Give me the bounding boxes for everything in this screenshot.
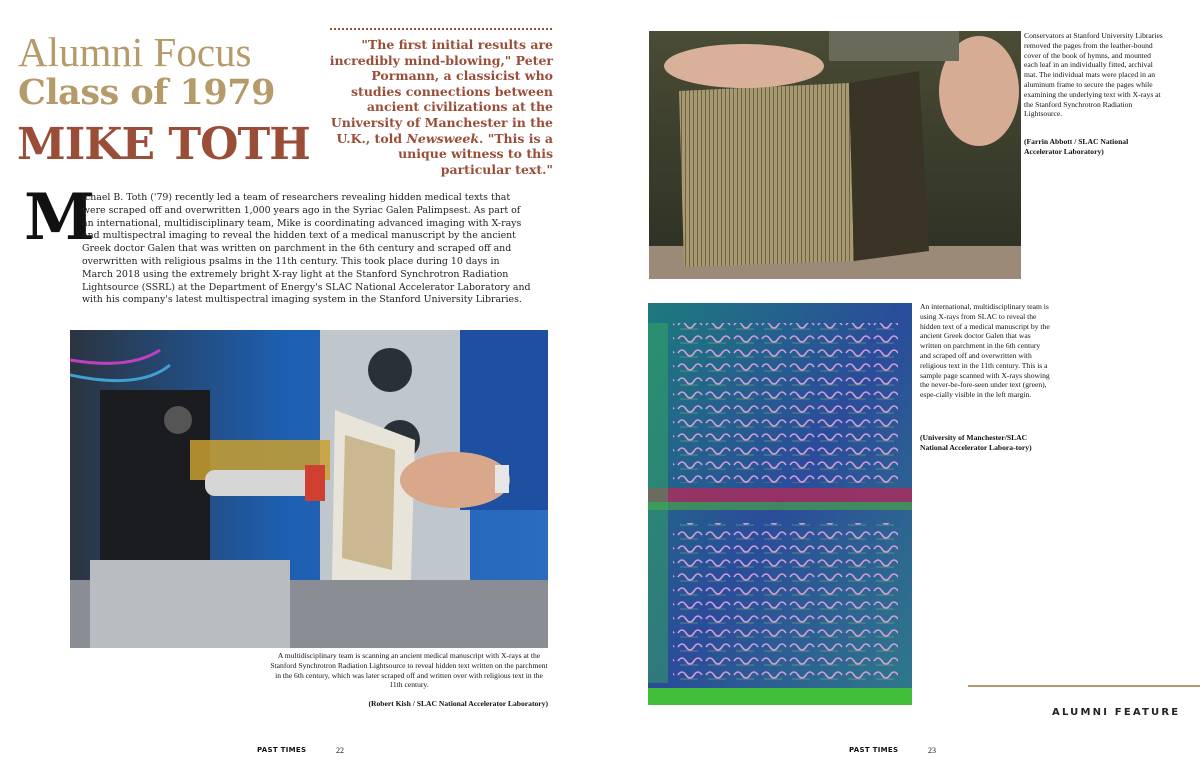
quote-text-part2: . "This is a unique witness to this particular text." xyxy=(398,130,553,177)
book-photo-credit: (Farrin Abbott / SLAC National Accelerator Laboratory) xyxy=(1024,137,1129,156)
pull-quote xyxy=(325,37,553,177)
lab-photo-caption: A multidisciplinary team is scanning an ancient medical manuscript with X-rays at the Stanford Synchrotron Radiation Lightsource to reveal hidden text written on the parchment in the 6th century, which was later scraped off and written over with religious text in the 11th century. xyxy=(270,651,548,690)
book-photo-caption: Conservators at Stanford University Libraries removed the pages from the leather-bound cover of the book of hymns, and mounted each leaf in an individually fitted, archival mat. The individual mats were placed in an aluminum frame to secure the pages while examining the underlying text with X-rays at the Stanford Synchrotron Radiation Lightsource. xyxy=(1024,31,1163,119)
lab-photo-credit: (Robert Kish / SLAC National Accelerator Laboratory) xyxy=(368,699,548,708)
publication-name-left: PAST TIMES xyxy=(257,746,307,754)
article-continued: were scraped off and overwritten 1,000 years ago in the Syriac Galen Palimpsest. As part of an international, multidisciplinary team, Mike is coordinating advanced imaging with X-rays and multispectral imaging to reveal the hidden text of a medical manuscript by the ancient Greek doctor Galen that was written on parchment in the 6th century and scraped off and overwritten with religious psalms in the 11th century. This took place during 10 days in March 2018 using the extremely bright X-ray light at the Stanford Synchrotron Radiation Lightsource (SSRL) at the Department of Energy's SLAC National Accelerator Laboratory and with his company's latest multispectral imaging system in the Stanford University Libraries. xyxy=(82,204,531,306)
kicker-heading: Alumni Focus xyxy=(18,29,252,75)
scan-image-credit: (University of Manchester/SLAC National Accelerator Labora-tory) xyxy=(920,433,1032,452)
quote-publication: Newsweek xyxy=(406,130,480,146)
class-year-heading: Class of 1979 xyxy=(18,72,275,113)
scan-image-caption: An international, multidisciplinary team is using X-rays from SLAC to reveal the hidden text of a medical manuscript by the ancient Greek doctor Galen that was written on parchment in the 6th century and scraped off and overwritten with religious text in the 11th century. This is a sample page scanned with X-rays showing the never-be-fore-seen under text (green), espe-cially visible in the left margin. xyxy=(920,302,1050,400)
xray-scan-image xyxy=(648,303,912,705)
book-block-photo xyxy=(649,31,1021,279)
section-label: ALUMNI FEATURE xyxy=(1052,707,1181,718)
article-first-line: ichael B. Toth ('79) recently led a team of researchers revealing hidden medical texts that xyxy=(82,192,511,203)
publication-name-right: PAST TIMES xyxy=(849,746,899,754)
alumni-name-heading: MIKE TOTH xyxy=(17,119,310,170)
quote-dotted-rule xyxy=(330,28,552,30)
drop-cap: M xyxy=(24,180,95,255)
page-number-right: 23 xyxy=(928,746,936,755)
quote-text-part1: "The first initial results are incredibly mind-blowing," Peter Pormann, a classicist who studies connections between ancient civilizations at the University of Manchester in the U.K., told xyxy=(329,37,553,146)
page-number-left: 22 xyxy=(336,746,344,755)
article-body xyxy=(24,180,532,307)
section-rule xyxy=(968,685,1200,687)
lab-scanning-photo xyxy=(70,330,548,648)
